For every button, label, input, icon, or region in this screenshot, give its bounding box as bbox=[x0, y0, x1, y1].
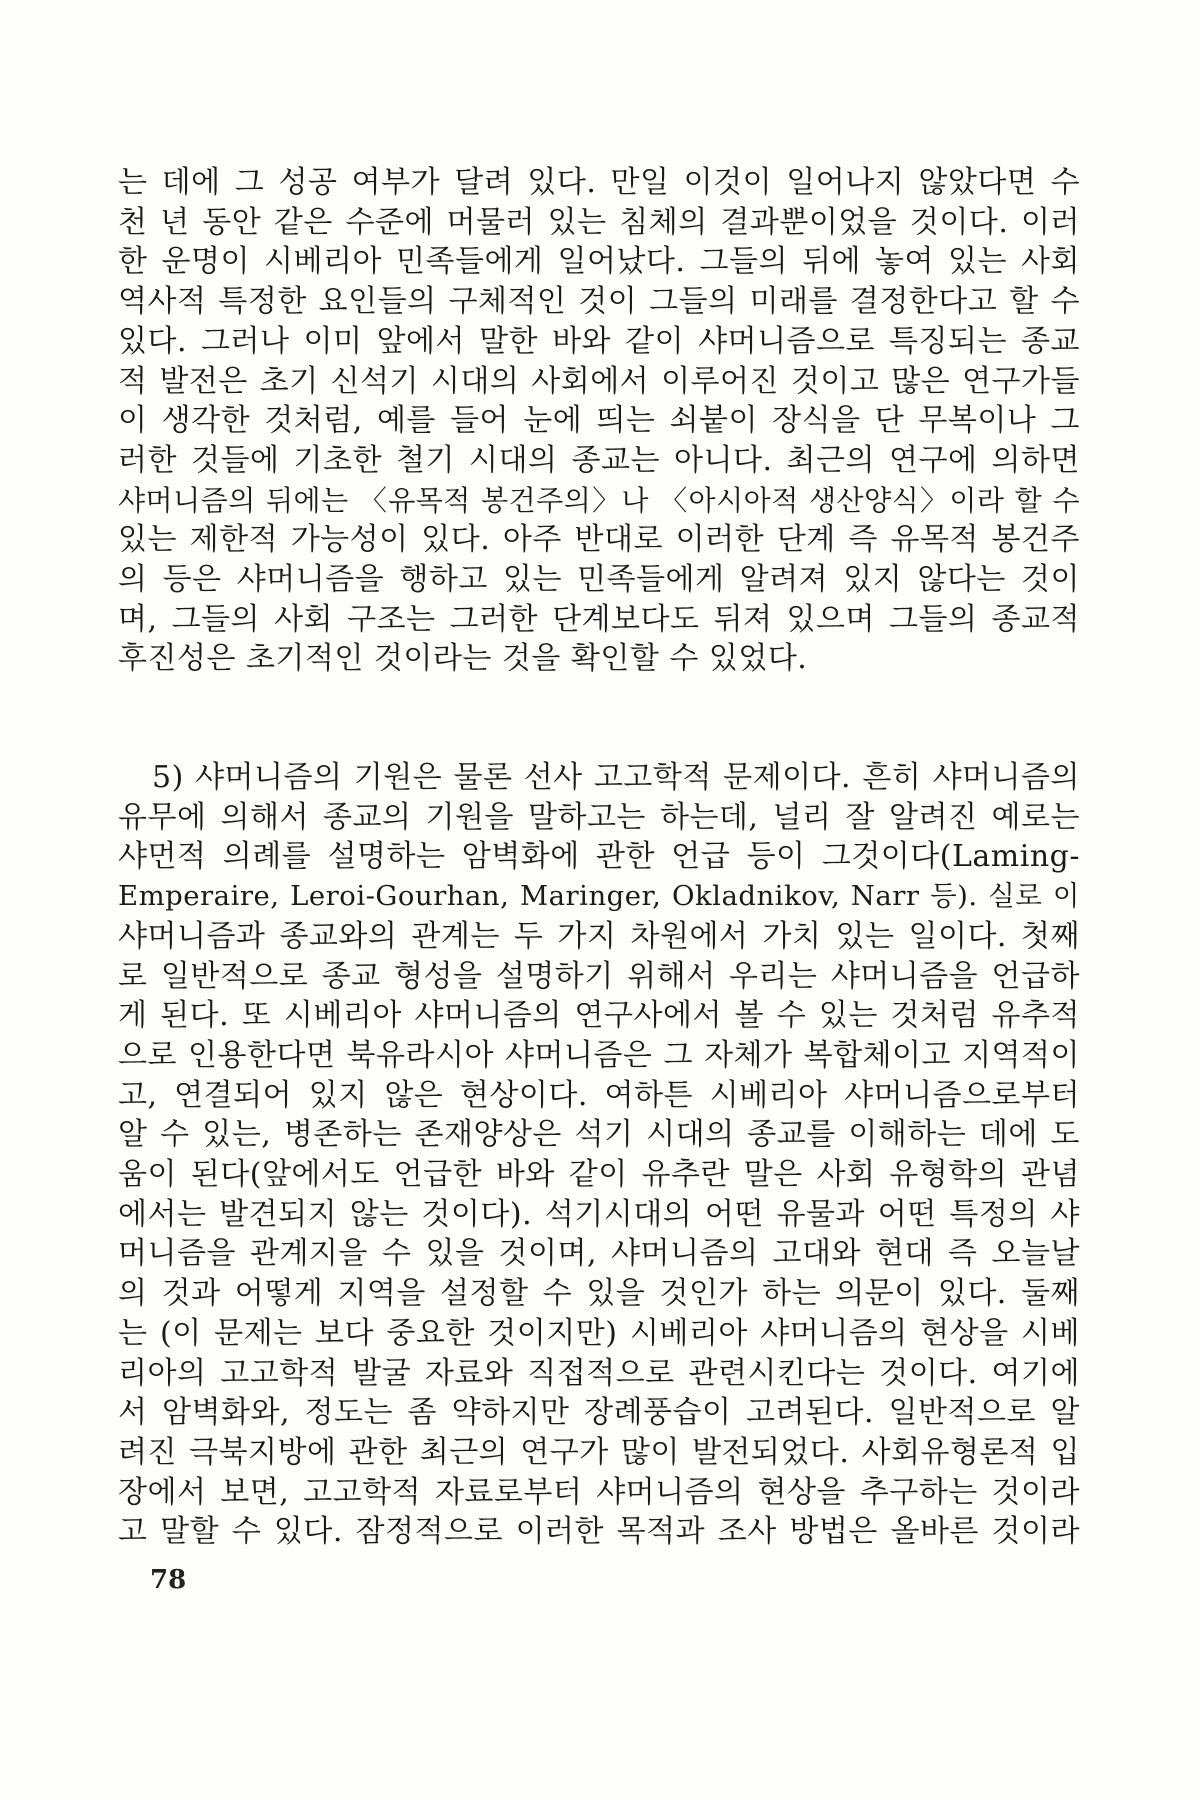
text-line: 있는 제한적 가능성이 있다. 아주 반대로 이러한 단계 즉 유목적 봉건주 bbox=[118, 522, 1080, 558]
text-line: 의 것과 어떻게 지역을 설정할 수 있을 것인가 하는 의문이 있다. 둘째 bbox=[118, 1276, 1080, 1312]
text-line: 알 수 있는, 병존하는 존재양상은 석기 시대의 종교를 이해하는 데에 도 bbox=[118, 1117, 1080, 1153]
text-line: 천 년 동안 같은 수준에 머물러 있는 침체의 결과뿐이었을 것이다. 이러 bbox=[118, 204, 1080, 240]
text-line: 움이 된다(앞에서도 언급한 바와 같이 유추란 말은 사회 유형학의 관념 bbox=[118, 1157, 1080, 1193]
text-line: 고 말할 수 있다. 잠정적으로 이러한 목적과 조사 방법은 올바른 것이라 bbox=[118, 1514, 1080, 1550]
text-line: 에서는 발견되지 않는 것이다). 석기시대의 어떤 유물과 어떤 특정의 샤 bbox=[118, 1196, 1080, 1232]
text-line: 역사적 특정한 요인들의 구체적인 것이 그들의 미래를 결정한다고 할 수 bbox=[118, 284, 1080, 320]
text-line: 고, 연결되어 있지 않은 현상이다. 여하튼 시베리아 샤머니즘으로부터 bbox=[118, 1077, 1080, 1113]
text-line: 유무에 의해서 종교의 기원을 말하고는 하는데, 널리 잘 알려진 예로는 bbox=[118, 799, 1080, 835]
text-line: 는 데에 그 성공 여부가 달려 있다. 만일 이것이 일어나지 않았다면 수 bbox=[118, 165, 1080, 200]
text-line: 샤머니즘과 종교와의 관계는 두 가지 차원에서 가치 있는 일이다. 첫째 bbox=[118, 918, 1080, 954]
text-line: 있다. 그러나 이미 앞에서 말한 바와 같이 샤머니즘으로 특징되는 종교 bbox=[118, 323, 1080, 359]
text-line: 샤먼적 의례를 설명하는 암벽화에 관한 언급 등이 그것이다(Laming- bbox=[118, 839, 1080, 875]
text-line: 5) 샤머니즘의 기원은 물론 선사 고고학적 문제이다. 흔히 샤머니즘의 bbox=[152, 760, 1080, 795]
text-line: 이 생각한 것처럼, 예를 들어 눈에 띄는 쇠붙이 장식을 단 무복이나 그 bbox=[118, 403, 1080, 439]
text-line: 리아의 고고학적 발굴 자료와 직접적으로 관련시킨다는 것이다. 여기에 bbox=[118, 1355, 1080, 1391]
text-line: 서 암벽화와, 정도는 좀 약하지만 장례풍습이 고려된다. 일반적으로 알 bbox=[118, 1395, 1080, 1431]
text-line: 로 일반적으로 종교 형성을 설명하기 위해서 우리는 샤머니즘을 언급하 bbox=[118, 958, 1080, 994]
text-line: 며, 그들의 사회 구조는 그러한 단계보다도 뒤져 있으며 그들의 종교적 bbox=[118, 601, 1080, 637]
text-line: 으로 인용한다면 북유라시아 샤머니즘은 그 자체가 복합체이고 지역적이 bbox=[118, 1037, 1080, 1073]
text-line: 장에서 보면, 고고학적 자료로부터 샤머니즘의 현상을 추구하는 것이라 bbox=[118, 1474, 1080, 1510]
text-line: 려진 극북지방에 관한 최근의 연구가 많이 발전되었다. 사회유형론적 입 bbox=[118, 1434, 1080, 1470]
text-line: Emperaire, Leroi-Gourhan, Maringer, Okladnikov, Narr 등). 실로 이 bbox=[118, 880, 1080, 913]
text-line: 는 (이 문제는 보다 중요한 것이지만) 시베리아 샤머니즘의 현상을 시베 bbox=[118, 1315, 1080, 1351]
text-line: 샤머니즘의 뒤에는 〈유목적 봉건주의〉나 〈아시아적 생산양식〉이라 할 수 bbox=[118, 483, 1080, 517]
text-line: 적 발전은 초기 신석기 시대의 사회에서 이루어진 것이고 많은 연구가들 bbox=[118, 363, 1080, 399]
paragraph-1 bbox=[118, 163, 1080, 679]
text-line: 머니즘을 관계지을 수 있을 것이며, 샤머니즘의 고대와 현대 즉 오늘날 bbox=[118, 1236, 1080, 1272]
text-line: 의 등은 샤머니즘을 행하고 있는 민족들에게 알려져 있지 않다는 것이 bbox=[118, 562, 1080, 598]
paragraph-2 bbox=[118, 758, 1080, 1552]
text-line: 러한 것들에 기초한 철기 시대의 종교는 아니다. 최근의 연구에 의하면 bbox=[118, 442, 1080, 478]
text-line: 한 운명이 시베리아 민족들에게 일어났다. 그들의 뒤에 놓여 있는 사회 bbox=[118, 244, 1080, 280]
text-line: 후진성은 초기적인 것이라는 것을 확인할 수 있었다. bbox=[118, 641, 808, 677]
text-line: 게 된다. 또 시베리아 샤머니즘의 연구사에서 볼 수 있는 것처럼 유추적 bbox=[118, 998, 1080, 1034]
page-number: 78 bbox=[150, 1565, 187, 1595]
